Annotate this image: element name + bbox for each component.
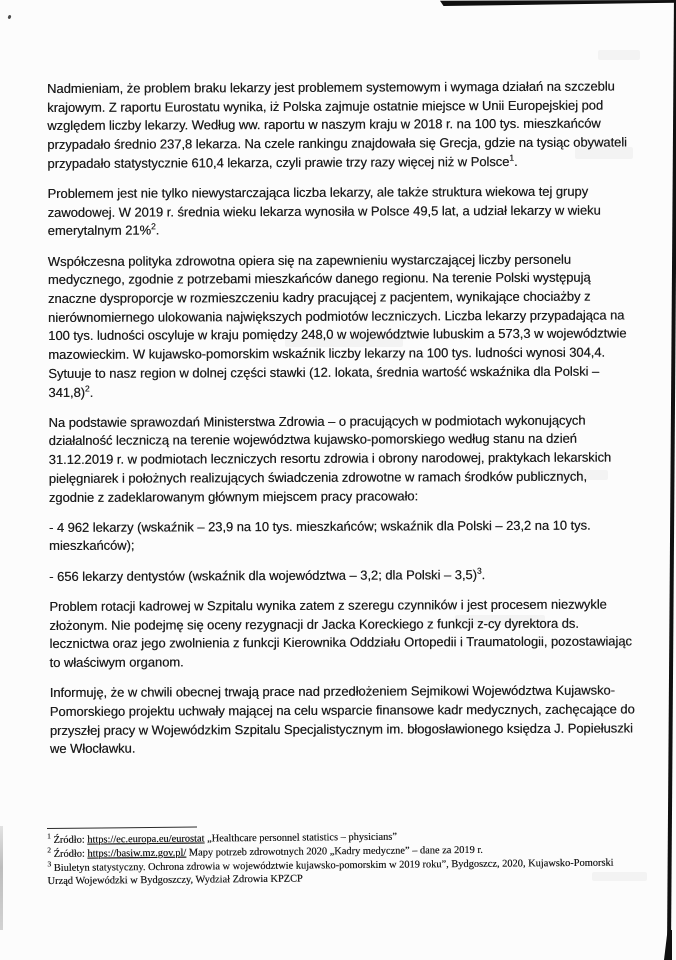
paragraph-text: Informuję, że w chwili obecnej trwają prace nad przedłożeniem Sejmikowi Województwa Kujawsko-Pomorskiego projektu uchwały mającej na celu wsparcie finansowe kadr medycznych, zachęcające do przyszłej pracy w Wojewódzkim Szpitalu Specjalistycznym im. błogosławionego księdza J. Popiełuszki we Włocławku. [49, 682, 635, 757]
paragraph-text: . [155, 222, 160, 238]
footnote-separator [47, 827, 197, 829]
footnote-ref: 2 [84, 383, 90, 394]
scan-edge-right [666, 0, 676, 960]
paragraph [49, 565, 635, 586]
paragraph [48, 411, 634, 507]
paragraph-text: Problemem jest nie tylko niewystarczająca liczba lekarzy, ale także struktura wiekowa tej grupy zawodowej. W 2019 r. średnia wieku lekarza wynosiła w Polsce 49,5 lat, a udział lekarzy w wieku emerytalnym 21% [47, 183, 601, 239]
paragraph-text: Nadmieniam, że problem braku lekarzy jest problemem systemowym i wymaga działań na szczeblu krajowym. Z raportu Eurostatu wynika, iż Polska zajmuje ostatnie miejsce w Unii Europejskiej pod względem liczby lekarzy. Według ww. raportu w naszym kraju w 2018 r. na 100 tys. mieszkańców przypadało średnio 237,8 lekarza. Na czele rankingu znajdowała się Grecja, gdzie na tysiąc obywateli przypadało statystycznie 610,4 lekarza, czyli prawie trzy razy więcej niż w Polsce [47, 78, 627, 171]
paragraph [49, 595, 635, 672]
footnote-ref: 3 [476, 565, 482, 576]
letter-body [47, 77, 636, 770]
paragraph-text: Współczesna polityka zdrowotna opiera się na zapewnieniu wystarczającej liczby personelu medycznego, zgodnie z potrzebami mieszkańców danego regionu. Na terenie Polski występują znaczne dysproporcje w rozmieszczeniu kadry pracującej z pacjentem, wynikające chociażby z nierównomiernego ulokowania największych podmiotów leczniczych. Liczba lekarzy przypadająca na 100 tys. ludności oscyluje w kraju pomiędzy 248,0 w województwie lubuskim a 573,3 w województwie mazowieckim. W kujawsko-pomorskim wskaźnik liczby lekarzy na 100 tys. ludności wynosi 304,4. Sytuuje to nasz region w dolnej części stawki (12. lokata, średnia wartość wskaźnika dla Polski – 341,8) [47, 251, 627, 400]
paragraph-text: - 4 962 lekarzy (wskaźnik – 23,9 na 10 tys. mieszkańców; wskaźnik dla Polski – 23,2 na 10 tys. mieszkańców); [48, 517, 591, 554]
footnote-list [47, 828, 626, 889]
paragraph [47, 182, 633, 241]
scan-edge-bottom-left [0, 826, 3, 930]
footnote-ref: 1 [509, 152, 514, 163]
paragraph-text: Problem rotacji kadrowej w Szpitalu wynika zatem z szeregu czynników i jest procesem niezwykle złożonym. Nie podejmę się oceny rezygnacji dr Jacka Koreckiego z funkcji z-cy dyrektora ds. lecznictwa oraz jego zwolnienia z funkcji Kierownika Oddziału Ortopedii i Traumatologii, pozostawiając to właściwym organom. [49, 596, 632, 670]
paragraph-text: . [89, 384, 94, 400]
paragraph [47, 77, 633, 173]
footnote-text: „Healthcare personnel statistics – physicians” [204, 831, 397, 845]
footnote-marker: 3 [47, 859, 52, 869]
paragraph-text: - 656 lekarzy dentystów (wskaźnik dla województwa – 3,2; dla Polski – 3,5) [49, 566, 477, 584]
footnote-text: Źródło: [53, 834, 88, 846]
paragraph-text: . [481, 566, 486, 582]
paragraph [48, 250, 635, 402]
footnotes-section [47, 822, 626, 889]
scan-edge-top [440, 0, 676, 6]
footnote-link[interactable]: https://basiw.mz.gov.pl/ [87, 847, 187, 860]
scan-speck [7, 15, 11, 20]
footnote-text: Biuletyn statystyczny. Ochrona zdrowia w województwie kujawsko-pomorskim w 2019 roku”, Bydgoszcz, 2020, Kujawsko-Pomorski Urząd Wojewódzki w Bydgoszczy, Wydział Zdrowia KPZCP [47, 857, 614, 888]
paragraph [49, 516, 635, 556]
footnote-ref: 2 [150, 221, 156, 232]
footnote-marker: 1 [47, 831, 51, 841]
paragraph-text: . [513, 153, 518, 169]
footnote-text: Źródło: [53, 848, 88, 860]
scan-smudge [598, 50, 640, 60]
footnote-link[interactable]: https://ec.europa.eu/eurostat [87, 833, 205, 846]
footnote-marker: 2 [47, 845, 52, 855]
scan-edge-bottom-right [664, 930, 672, 960]
paragraph-text: Na podstawie sprawozdań Ministerstwa Zdrowia – o pracujących w podmiotach wykonujących działalność leczniczą na terenie województwa kujawsko-pomorskiego według stanu na dzień 31.12.2019 r. w podmiotach leczniczych resortu zdrowia i obrony narodowej, praktykach lekarskich pielęgniarek i położnych realizujących świadczenia zdrowotne w ramach środków publicznych, zgodnie z zadeklarowanym głównym miejscem pracy pracowało: [48, 412, 612, 505]
footnote [47, 856, 625, 889]
footnote-text: Mapy potrzeb zdrowotnych 2020 „Kadry medyczne” – dane za 2019 r. [186, 844, 483, 859]
paragraph [50, 682, 636, 759]
